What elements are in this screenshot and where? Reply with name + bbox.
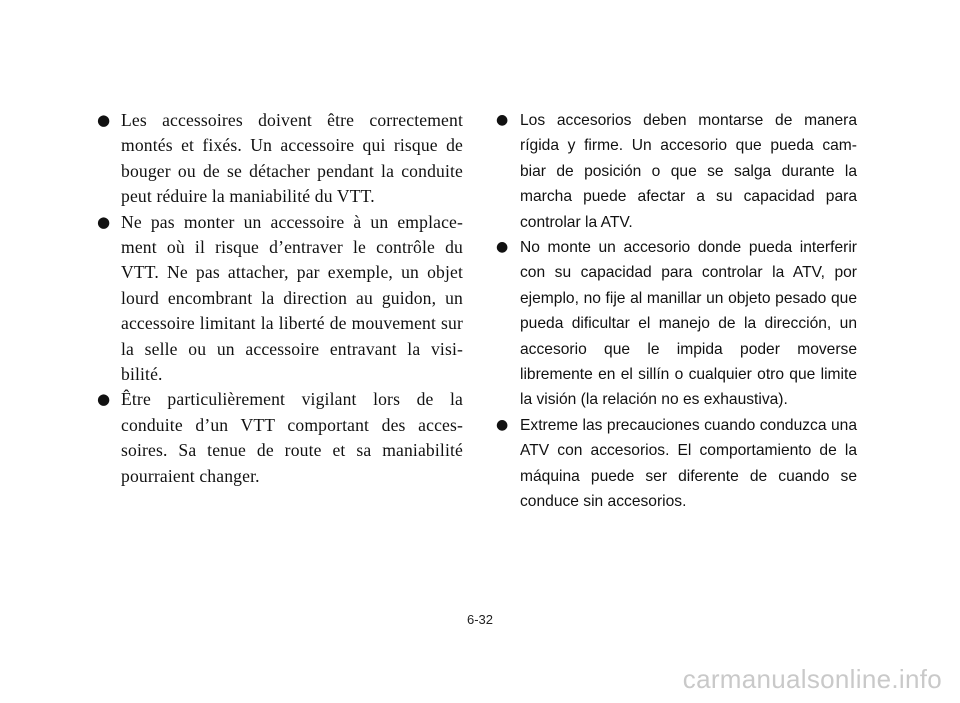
list-item (97, 387, 463, 489)
spanish-bullet-list (496, 108, 857, 515)
bullet-icon: ● (97, 111, 111, 129)
list-item-text: Los accesorios deben montarse de manera rígida y firme. Un accesorio que pueda cam- biar de posición o que se salga durante la marcha puede afectar a su capacidad para controlar la ATV. (520, 112, 857, 231)
list-item (496, 235, 857, 413)
list-item-text: Être particulièrement vigilant lors de la conduite d’un VTT comportant des acces- soires. Sa tenue de route et sa maniabilité pourraient changer. (121, 389, 463, 486)
list-item-text: Ne pas monter un accessoire à un emplace- ment où il risque d’entraver le contrôle du VTT. Ne pas attacher, par exemple, un objet lourd encombrant la direction au guidon, un accessoire limitant la liberté de mouvement sur la selle ou un accessoire entravant la visi- bilité. (121, 211, 463, 385)
list-item-text: No monte un accesorio donde pueda interferir con su capacidad para controlar la ATV, por ejemplo, no fije al manillar un objeto pesado que pueda dificultar el manejo de la dirección, un accesorio que le impida poder moverse libremente en el sillín o cualquier otro que limite la visión (la relación no es exhaustiva). (520, 239, 857, 409)
watermark: carmanualsonline.info (682, 664, 942, 694)
list-item-text: Extreme las precauciones cuando conduzca una ATV con accesorios. El comportamiento de la máquina puede ser diferente de cuando se conduce sin accesorios. (520, 416, 857, 511)
list-item (496, 413, 857, 515)
bullet-icon: ● (97, 390, 111, 409)
french-bullet-list (97, 108, 463, 489)
bullet-icon: ● (97, 212, 111, 231)
bullet-icon: ● (496, 416, 509, 433)
list-item-text: Les accessoires doivent être correctement montés et fixés. Un accessoire qui risque de bouger ou de se détacher pendant la conduite peut réduire la maniabilité du VTT. (121, 110, 463, 207)
bullet-icon: ● (496, 112, 509, 128)
page-number: 6-32 (466, 612, 494, 627)
list-item (97, 210, 463, 388)
bullet-icon: ● (496, 239, 509, 256)
list-item (97, 108, 463, 210)
list-item (496, 108, 857, 235)
